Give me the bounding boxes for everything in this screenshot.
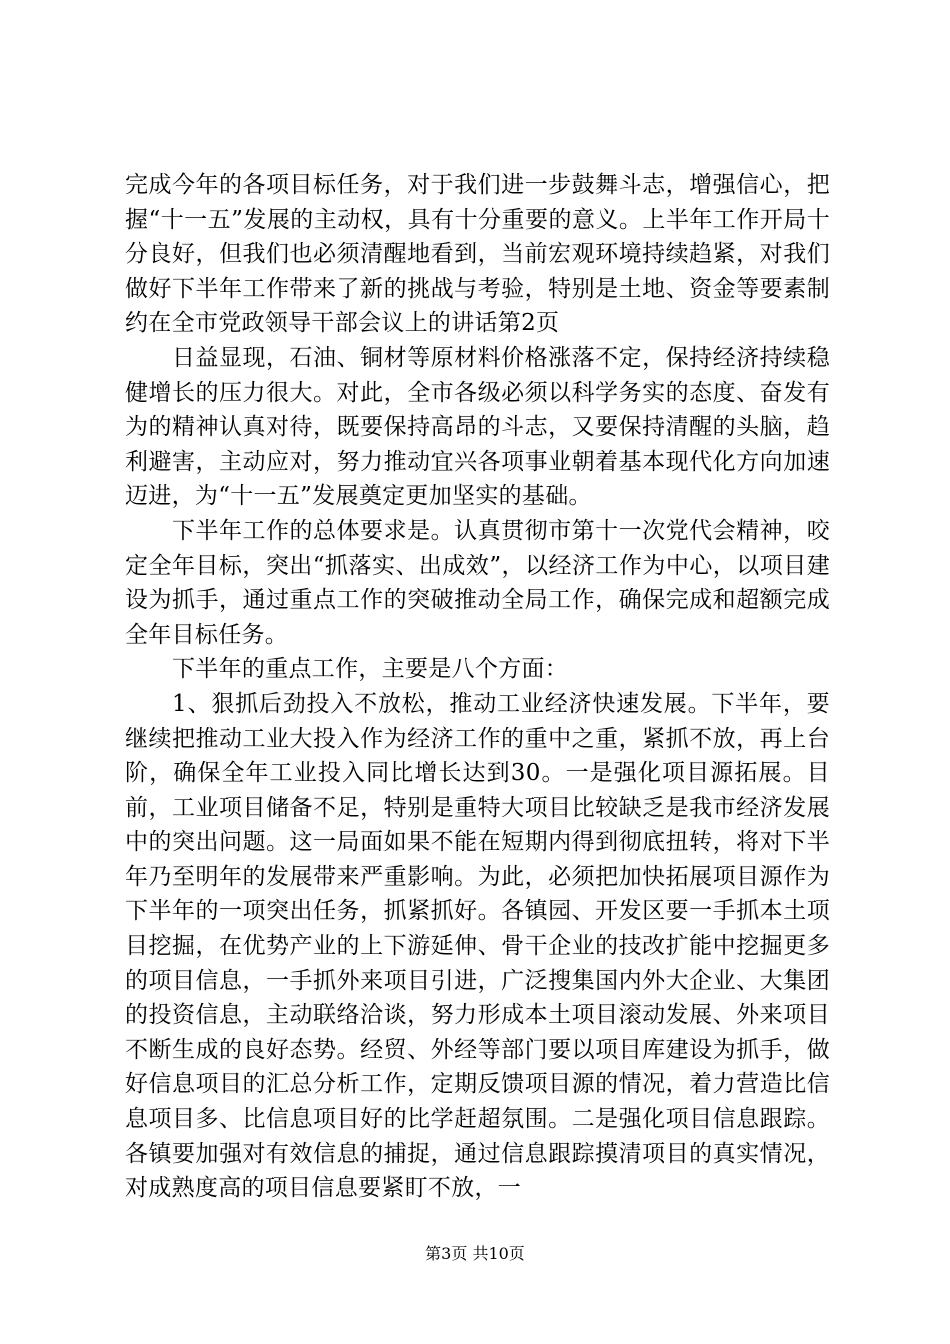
paragraph-5: 1、狠抓后劲投入不放松，推动工业经济快速发展。下半年，要继续把推动工业大投入作为经济工作的重中之重，紧抓不放，再上台阶，确保全年工业投入同比增长达到30。一是强化项目源拓展。目前，工业项目储备不足，特别是重特大项目比较缺乏是我市经济发展中的突出问题。这一局面如果不能在短期内得到彻底扭转，将对下半年乃至明年的发展带来严重影响。为此，必须把加快拓展项目源作为下半年的一项突出任务，抓紧抓好。各镇园、开发区要一手抓本土项目挖掘，在优势产业的上下游延伸、骨干企业的技改扩能中挖掘更多的项目信息，一手抓外来项目引进，广泛搜集国内外大企业、大集团的投资信息，主动联络洽谈，努力形成本土项目滚动发展、外来项目不断生成的良好态势。经贸、外经等部门要以项目库建设为抓手，做好信息项目的汇总分析工作，定期反馈项目源的情况，着力营造比信息项目多、比信息项目好的比学赶超氛围。二是强化项目信息跟踪。各镇要加强对有效信息的捕捉，通过信息跟踪摸清项目的真实情况，对成熟度高的项目信息要紧盯不放，一 — [125, 690, 830, 1202]
document-body — [125, 168, 830, 1206]
paragraph-3: 下半年工作的总体要求是。认真贯彻市第十一次党代会精神，咬定全年目标，突出“抓落实、出成效”，以经济工作为中心，以项目建设为抓手，通过重点工作的突破推动全局工作，确保完成和超额完成全年目标任务。 — [125, 517, 830, 648]
paragraph-4: 下半年的重点工作，主要是八个方面： — [172, 656, 569, 683]
paragraph-2: 日益显现，石油、铜材等原材料价格涨落不定，保持经济持续稳健增长的压力很大。对此，全市各级必须以科学务实的态度、奋发有为的精神认真对待，既要保持高昂的斗志，又要保持清醒的头脑，趋利避害，主动应对，努力推动宜兴各项事业朝着基本现代化方向加速迈进，为“十一五”发展奠定更加坚实的基础。 — [125, 344, 830, 510]
page-footer: 第3页 共10页 — [425, 1244, 525, 1263]
paragraph-1: 完成今年的各项目标任务，对于我们进一步鼓舞斗志，增强信心，把握“十一五”发展的主动权，具有十分重要的意义。上半年工作开局十分良好，但我们也必须清醒地看到，当前宏观环境持续趋紧，对我们做好下半年工作带来了新的挑战与考验，特别是土地、资金等要素制约在全市党政领导干部会议上的讲话第2页 — [125, 172, 830, 337]
